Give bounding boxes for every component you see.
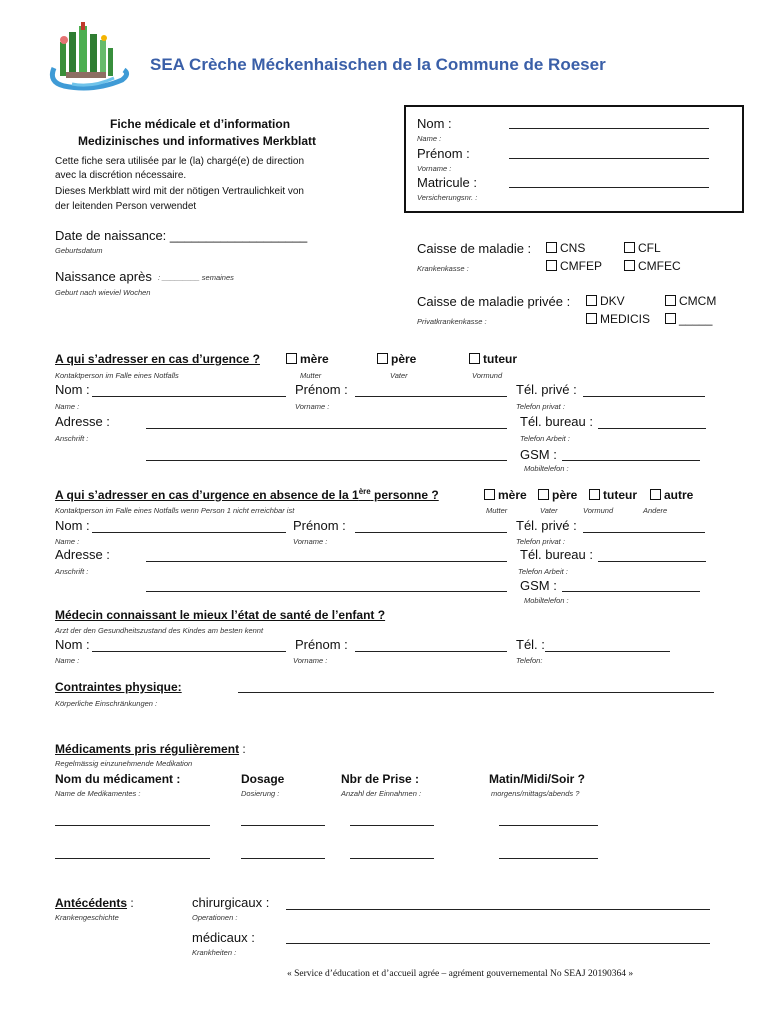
emergency1-vater: Vater bbox=[390, 371, 408, 380]
insurance-cns-label: CNS bbox=[560, 241, 586, 255]
emergency1-nom-de: Name : bbox=[55, 402, 80, 411]
emergency2-tel-prive-de: Telefon privat : bbox=[516, 537, 565, 546]
doctor-prenom-label: Prénom : bbox=[295, 637, 348, 652]
doctor-nom-field[interactable] bbox=[92, 651, 286, 652]
insurance-dkv-checkbox[interactable] bbox=[586, 294, 625, 308]
medication-row2-dose[interactable] bbox=[241, 858, 325, 859]
history-medical-de: Krankheiten : bbox=[192, 948, 237, 957]
emergency1-pere-checkbox[interactable] bbox=[377, 352, 416, 366]
medication-heading bbox=[55, 742, 246, 756]
emergency1-adresse-label: Adresse : bbox=[55, 414, 110, 429]
emergency1-tel-bureau-de: Telefon Arbeit : bbox=[520, 434, 570, 443]
private-insurance-label: Caisse de maladie privée : bbox=[417, 294, 571, 309]
emergency2-tel-bureau-label: Tél. bureau : bbox=[520, 547, 593, 562]
constraints-label: Contraintes physique: bbox=[55, 680, 182, 694]
emergency2-mere-checkbox[interactable] bbox=[484, 488, 527, 502]
emergency2-adresse-label: Adresse : bbox=[55, 547, 110, 562]
checkbox-icon bbox=[546, 242, 557, 253]
insurance-cmfep-label: CMFEP bbox=[560, 259, 602, 273]
history-surgical-label: chirurgicaux : bbox=[192, 895, 270, 910]
emergency2-tuteur-label: tuteur bbox=[603, 488, 637, 502]
checkbox-icon bbox=[377, 353, 388, 364]
insurance-cfl-checkbox[interactable] bbox=[624, 241, 661, 255]
emergency1-tel-prive-de: Telefon privat : bbox=[516, 402, 565, 411]
checkbox-icon bbox=[624, 242, 635, 253]
history-heading-text: Antécédents bbox=[55, 896, 128, 910]
insurance-cmfec-checkbox[interactable] bbox=[624, 259, 681, 273]
emergency1-tel-bureau-label: Tél. bureau : bbox=[520, 414, 593, 429]
medication-col-name-de: Name de Medikamentes : bbox=[55, 789, 141, 798]
emergency2-adresse-de: Anschrift : bbox=[55, 567, 89, 576]
insurance-cns-checkbox[interactable] bbox=[546, 241, 585, 255]
emergency2-autre-label: autre bbox=[664, 488, 694, 502]
identity-nom-field[interactable] bbox=[509, 128, 709, 129]
medication-col-dose-de: Dosierung : bbox=[241, 789, 280, 798]
emergency2-mutter: Mutter bbox=[486, 506, 508, 515]
medication-row2-name[interactable] bbox=[55, 858, 210, 859]
emergency2-sub-de: Kontaktperson im Falle eines Notfalls wenn Person 1 nicht erreichbar ist bbox=[55, 506, 295, 515]
emergency1-tel-bureau-field[interactable] bbox=[598, 428, 706, 429]
emergency2-heading-sup: ère bbox=[358, 487, 371, 496]
identity-matricule-field[interactable] bbox=[509, 187, 709, 188]
emergency2-pere-label: père bbox=[552, 488, 578, 502]
emergency2-tuteur-checkbox[interactable] bbox=[589, 488, 637, 502]
intro-text-fr-1: Cette fiche sera utilisée par le (la) chargé(e) de direction bbox=[55, 156, 305, 167]
emergency1-prenom-label: Prénom : bbox=[295, 382, 348, 397]
insurance-label-de: Krankenkasse : bbox=[417, 264, 469, 273]
emergency1-prenom-de: Vorname : bbox=[295, 402, 330, 411]
history-medical-label: médicaux : bbox=[192, 930, 255, 945]
emergency2-prenom-de: Vorname : bbox=[293, 537, 328, 546]
emergency2-heading-b: personne ? bbox=[370, 488, 439, 502]
checkbox-icon bbox=[484, 489, 495, 500]
checkbox-icon bbox=[586, 295, 597, 306]
birth-after-blank[interactable]: : _________ semaines bbox=[158, 273, 234, 282]
emergency2-vormund: Vormund bbox=[583, 506, 614, 515]
constraints-field[interactable] bbox=[238, 692, 714, 693]
emergency1-vormund: Vormund bbox=[472, 371, 503, 380]
medication-heading-text: Médicaments pris régulièrement bbox=[55, 742, 240, 756]
medication-sub-de: Regelmässig einzunehmende Medikation bbox=[55, 759, 193, 768]
emergency2-gsm-de: Mobiltelefon : bbox=[524, 596, 569, 605]
footer-text: « Service d’éducation et d’accueil agrée – agrément gouvernemental No SEAJ 20190364 » bbox=[287, 969, 634, 979]
checkbox-icon bbox=[624, 260, 635, 271]
identity-prenom-field[interactable] bbox=[509, 158, 709, 159]
identity-matricule-label: Matricule : bbox=[417, 175, 477, 190]
private-insurance-de: Privatkrankenkasse : bbox=[417, 317, 487, 326]
medication-col-count: Nbr de Prise : bbox=[341, 772, 420, 786]
identity-prenom-de: Vorname : bbox=[417, 164, 452, 173]
emergency2-mere-label: mère bbox=[498, 488, 527, 502]
insurance-other-label: _____ bbox=[679, 312, 713, 326]
history-heading bbox=[55, 896, 134, 910]
emergency1-mutter: Mutter bbox=[300, 371, 322, 380]
checkbox-icon bbox=[650, 489, 661, 500]
emergency2-andere: Andere bbox=[643, 506, 668, 515]
emergency2-vater: Vater bbox=[540, 506, 558, 515]
insurance-label: Caisse de maladie : bbox=[417, 241, 532, 256]
emergency2-adresse-field[interactable] bbox=[146, 561, 507, 562]
emergency1-pere-label: père bbox=[391, 352, 417, 366]
intro-heading-fr: Fiche médicale et d’information bbox=[110, 117, 291, 131]
history-surgical-de: Operationen : bbox=[192, 913, 238, 922]
checkbox-icon bbox=[665, 295, 676, 306]
emergency1-gsm-de: Mobiltelefon : bbox=[524, 464, 569, 473]
intro-heading-de: Medizinisches und informatives Merkblatt bbox=[78, 134, 317, 148]
emergency2-adresse-field-2[interactable] bbox=[146, 591, 507, 592]
identity-prenom-label: Prénom : bbox=[417, 146, 470, 161]
emergency2-prenom-label: Prénom : bbox=[293, 518, 346, 533]
doctor-prenom-de: Vorname : bbox=[293, 656, 328, 665]
insurance-cfl-label: CFL bbox=[638, 241, 661, 255]
insurance-cmfec-label: CMFEC bbox=[638, 259, 681, 273]
insurance-medicis-checkbox[interactable] bbox=[586, 312, 650, 326]
birth-after-label: Naissance après bbox=[55, 269, 152, 284]
emergency1-mere-label: mère bbox=[300, 352, 329, 366]
checkbox-icon bbox=[665, 313, 676, 324]
doctor-heading: Médecin connaissant le mieux l’état de santé de l’enfant ? bbox=[55, 608, 386, 622]
emergency2-tel-prive-field[interactable] bbox=[583, 532, 705, 533]
checkbox-icon bbox=[546, 260, 557, 271]
medication-col-dose: Dosage bbox=[241, 772, 285, 786]
emergency1-adresse-field[interactable] bbox=[146, 428, 507, 429]
intro-text-de-1: Dieses Merkblatt wird mit der nötigen Vertraulichkeit von bbox=[55, 186, 304, 197]
medication-row1-count[interactable] bbox=[350, 825, 434, 826]
medication-col-count-de: Anzahl der Einnahmen : bbox=[341, 789, 422, 798]
emergency2-nom-label: Nom : bbox=[55, 518, 90, 533]
emergency2-gsm-field[interactable] bbox=[562, 591, 700, 592]
emergency1-mere-checkbox[interactable] bbox=[286, 352, 329, 366]
birth-after-de: Geburt nach wieviel Wochen bbox=[55, 288, 151, 297]
medication-row1-dose[interactable] bbox=[241, 825, 325, 826]
insurance-other-checkbox[interactable] bbox=[665, 312, 712, 326]
insurance-cmcm-label: CMCM bbox=[679, 294, 717, 308]
medication-col-time: Matin/Midi/Soir ? bbox=[489, 772, 585, 786]
page-title: SEA Crèche Méckenhaischen de la Commune de Roeser bbox=[150, 55, 606, 74]
intro-text-fr-2: avec la discrétion nécessaire. bbox=[55, 170, 187, 181]
emergency1-nom-field[interactable] bbox=[92, 396, 286, 397]
emergency2-nom-de: Name : bbox=[55, 537, 80, 546]
emergency1-tuteur-label: tuteur bbox=[483, 352, 517, 366]
history-surgical-field[interactable] bbox=[286, 909, 710, 910]
emergency2-autre-checkbox[interactable] bbox=[650, 488, 693, 502]
history-heading-colon: : bbox=[127, 896, 134, 910]
medication-row1-name[interactable] bbox=[55, 825, 210, 826]
emergency1-tel-prive-label: Tél. privé : bbox=[516, 382, 577, 397]
checkbox-icon bbox=[286, 353, 297, 364]
checkbox-icon bbox=[586, 313, 597, 324]
medication-col-time-de: morgens/mittags/abends ? bbox=[491, 789, 580, 798]
checkbox-icon bbox=[469, 353, 480, 364]
emergency1-adresse-field-2[interactable] bbox=[146, 460, 507, 461]
intro-text-de-2: der leitenden Person verwendet bbox=[55, 201, 197, 212]
insurance-cmfep-checkbox[interactable] bbox=[546, 259, 602, 273]
emergency2-prenom-field[interactable] bbox=[355, 532, 507, 533]
checkbox-icon bbox=[538, 489, 549, 500]
medication-col-name: Nom du médicament : bbox=[55, 772, 181, 786]
emergency2-gsm-label: GSM : bbox=[520, 578, 557, 593]
emergency1-prenom-field[interactable] bbox=[355, 396, 507, 397]
insurance-cmcm-checkbox[interactable] bbox=[665, 294, 716, 308]
emergency1-tuteur-checkbox[interactable] bbox=[469, 352, 517, 366]
doctor-tel-field[interactable] bbox=[545, 651, 670, 652]
medication-heading-colon: : bbox=[239, 742, 246, 756]
constraints-label-de: Körperliche Einschränkungen : bbox=[55, 699, 158, 708]
identity-nom-de: Name : bbox=[417, 134, 442, 143]
emergency1-nom-label: Nom : bbox=[55, 382, 90, 397]
commune-logo bbox=[44, 22, 130, 92]
doctor-prenom-field[interactable] bbox=[355, 651, 507, 652]
history-medical-field[interactable] bbox=[286, 943, 710, 944]
birth-date-label[interactable]: Date de naissance: ___________________ bbox=[55, 228, 308, 243]
history-heading-de: Krankengeschichte bbox=[55, 913, 119, 922]
medication-row2-time[interactable] bbox=[499, 858, 598, 859]
insurance-dkv-label: DKV bbox=[600, 294, 625, 308]
identity-nom-label: Nom : bbox=[417, 116, 452, 131]
medication-row2-count[interactable] bbox=[350, 858, 434, 859]
emergency1-adresse-de: Anschrift : bbox=[55, 434, 89, 443]
emergency1-gsm-field[interactable] bbox=[562, 460, 700, 461]
emergency2-tel-bureau-de: Telefon Arbeit : bbox=[518, 567, 568, 576]
emergency2-heading-a: A qui s’adresser en cas d’urgence en absence de la 1 bbox=[55, 488, 359, 502]
emergency2-heading bbox=[55, 487, 439, 502]
doctor-sub-de: Arzt der den Gesundheitszustand des Kindes am besten kennt bbox=[55, 626, 264, 635]
emergency2-nom-field[interactable] bbox=[92, 532, 286, 533]
emergency1-heading: A qui s’adresser en cas d’urgence ? bbox=[55, 352, 260, 366]
doctor-nom-de: Name : bbox=[55, 656, 80, 665]
checkbox-icon bbox=[589, 489, 600, 500]
emergency1-gsm-label: GSM : bbox=[520, 447, 557, 462]
emergency2-tel-prive-label: Tél. privé : bbox=[516, 518, 577, 533]
insurance-medicis-label: MEDICIS bbox=[600, 312, 651, 326]
doctor-tel-label: Tél. : bbox=[516, 637, 545, 652]
emergency2-tel-bureau-field[interactable] bbox=[598, 561, 706, 562]
doctor-nom-label: Nom : bbox=[55, 637, 90, 652]
identity-matricule-de: Versicherungsnr. : bbox=[417, 193, 478, 202]
emergency1-sub-de: Kontaktperson im Falle eines Notfalls bbox=[55, 371, 179, 380]
doctor-tel-de: Telefon: bbox=[516, 656, 543, 665]
emergency1-tel-prive-field[interactable] bbox=[583, 396, 705, 397]
medication-row1-time[interactable] bbox=[499, 825, 598, 826]
birth-date-de: Geburtsdatum bbox=[55, 246, 103, 255]
emergency2-pere-checkbox[interactable] bbox=[538, 488, 577, 502]
